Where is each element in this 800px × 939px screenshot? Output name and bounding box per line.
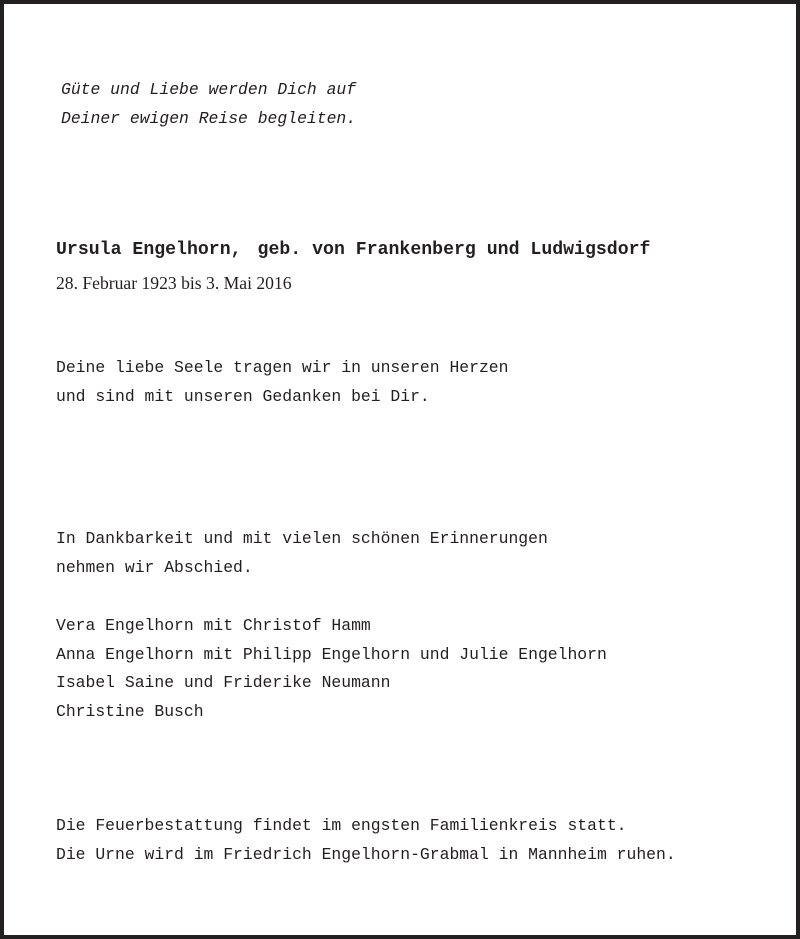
mourner-entry: Anna Engelhorn mit Philipp Engelhorn und Julie Engelhorn [56,644,607,664]
farewell-line: In Dankbarkeit und mit vielen schönen Erinnerungen [56,529,548,548]
funeral-notice-line: Die Feuerbestattung findet im engsten Familienkreis statt. [56,816,627,835]
motto [61,76,356,133]
motto-line: Güte und Liebe werden Dich auf [61,80,357,99]
deceased-birth-name: geb. von Frankenberg und Ludwigsdorf [257,240,651,260]
life-dates: 28. Februar 1923 bis 3. Mai 2016 [56,273,292,293]
mourner-entry: Isabel Saine und Friderike Neumann [56,673,391,692]
remembrance-line: Deine liebe Seele tragen wir in unseren Herzen [56,358,509,377]
motto-line: Deiner ewigen Reise begleiten. [61,108,357,128]
deceased-heading [56,236,650,264]
remembrance-text [56,354,508,411]
mourners-list [56,612,607,726]
farewell-line: nehmen wir Abschied. [56,557,253,577]
mourner-entry: Christine Busch [56,701,204,721]
mourner-entry: Vera Engelhorn mit Christof Hamm [56,616,371,635]
farewell-text [56,525,548,582]
deceased-name: Ursula Engelhorn, [56,240,242,260]
funeral-notice [56,812,676,869]
remembrance-line: und sind mit unseren Gedanken bei Dir. [56,386,430,406]
funeral-notice-line: Die Urne wird im Friedrich Engelhorn-Grabmal in Mannheim ruhen. [56,844,676,864]
